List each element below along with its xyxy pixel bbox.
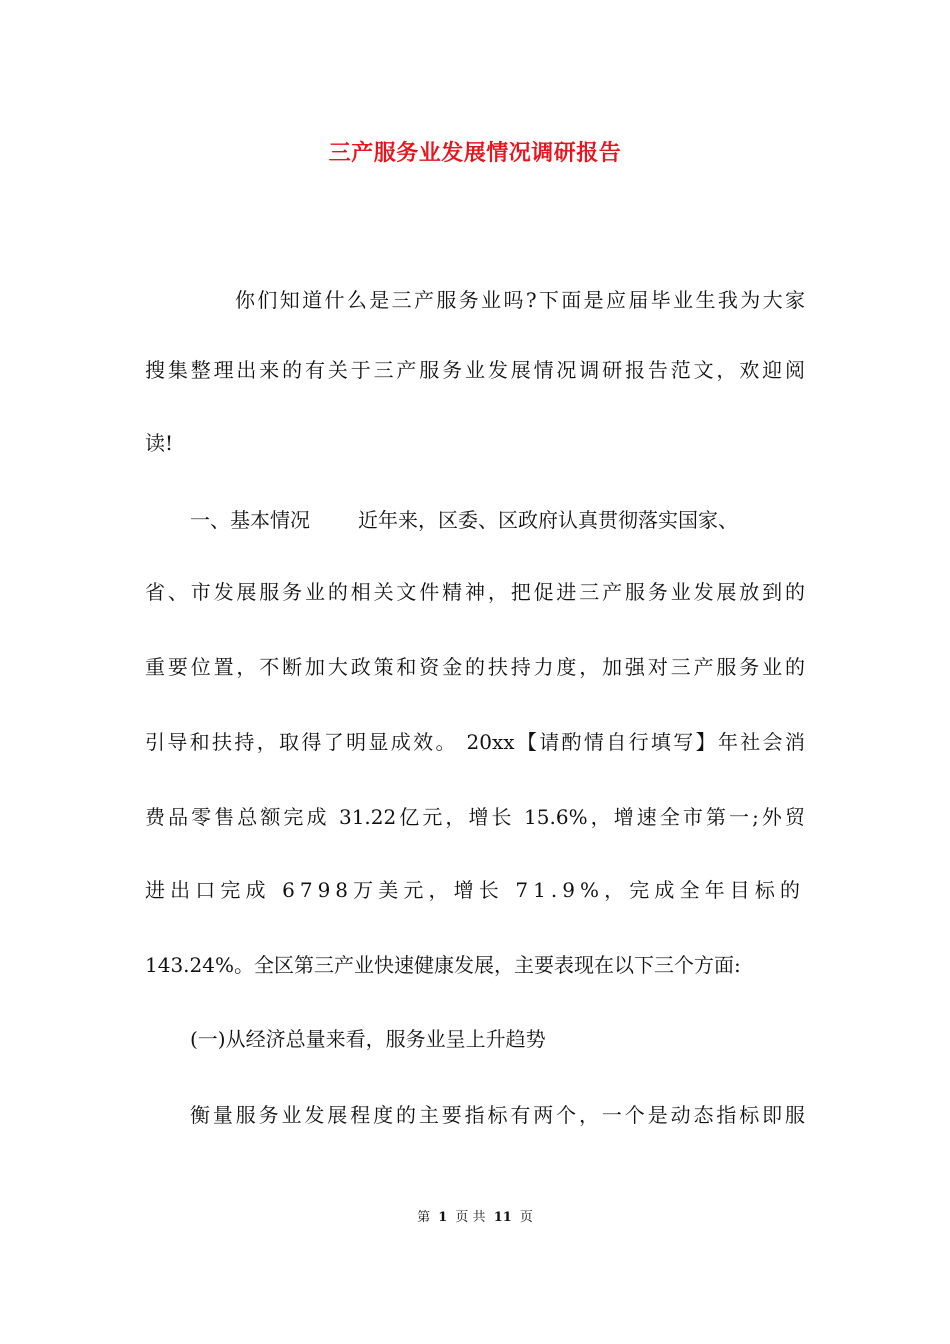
footer-middle: 页 共 [455,1210,486,1225]
subsection-heading: (一)从经济总量来看，服务业呈上升趋势 [190,1027,546,1051]
paragraph-line: 费品零售总额完成 31.22亿元，增长 15.6%，增速全市第一;外贸 [145,805,805,829]
footer-page-current: 1 [438,1210,448,1225]
paragraph-line: 搜集整理出来的有关于三产服务业发展情况调研报告范文，欢迎阅 [145,358,805,382]
footer-prefix: 第 [417,1210,431,1225]
paragraph-line: 省、市发展服务业的相关文件精神，把促进三产服务业发展放到的 [145,580,805,604]
document-title: 三产服务业发展情况调研报告 [328,140,622,166]
paragraph-line: 衡量服务业发展程度的主要指标有两个，一个是动态指标即服 [190,1103,805,1127]
paragraph-line: 读! [145,431,174,455]
paragraph-line: 你们知道什么是三产服务业吗?下面是应届毕业生我为大家 [235,288,805,312]
footer-suffix: 页 [519,1210,533,1225]
paragraph-line: 143.24%。全区第三产业快速健康发展，主要表现在以下三个方面: [145,953,741,977]
paragraph-line-with-heading [190,505,805,535]
paragraph-line: 引导和扶持，取得了明显成效。 20xx【请酌情自行填写】年社会消 [145,730,805,754]
page-footer [0,1208,950,1228]
section-heading: 一、基本情况 [190,508,310,532]
paragraph-line: 近年来，区委、区政府认真贯彻落实国家、 [358,508,738,532]
footer-page-total: 11 [493,1210,512,1225]
paragraph-line: 进出口完成 6798万美元，增长 71.9%，完成全年目标的 [145,878,805,902]
paragraph-line: 重要位置，不断加大政策和资金的扶持力度，加强对三产服务业的 [145,655,805,679]
